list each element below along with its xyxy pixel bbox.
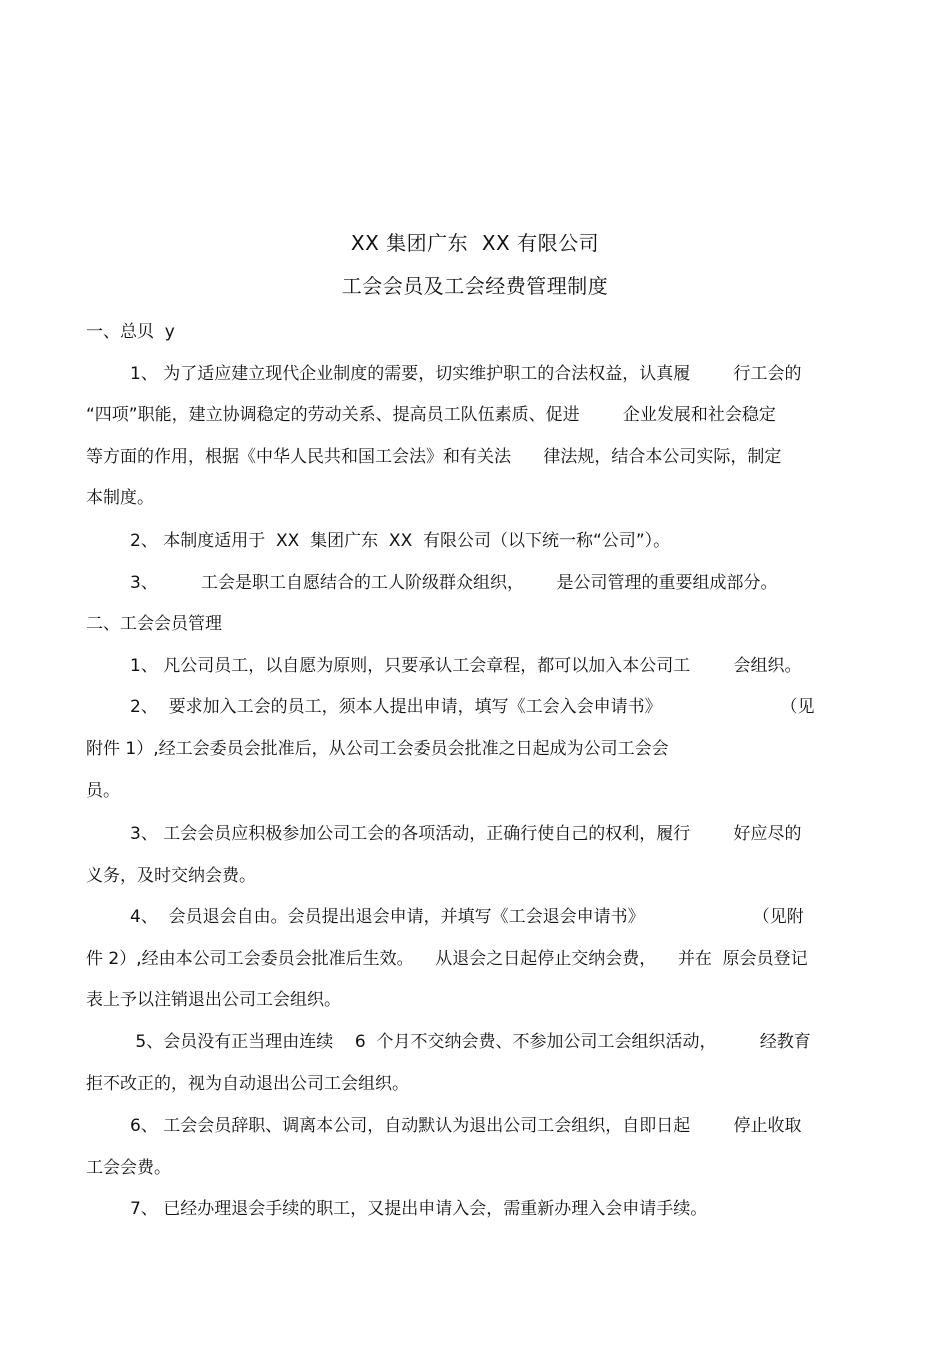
paragraph-line: 拒不改正的，视为自动退出公司工会组织。 bbox=[86, 1074, 409, 1094]
paragraph-line: 3、 工会是职工自愿结合的工人阶级群众组织， 是公司管理的重要组成部分。 bbox=[130, 573, 778, 593]
paragraph-line: 4、 会员退会自由。会员提出退会申请，并填写《工会退会申请书》 （见附 bbox=[130, 907, 804, 927]
paragraph-line: 5、会员没有正当理由连续 6 个月不交纳会费、不参加公司工会组织活动， 经教育 bbox=[130, 1032, 811, 1052]
document-title-company: XX 集团广东 XX 有限公司 bbox=[350, 231, 600, 255]
paragraph-line: 3、 工会会员应积极参加公司工会的各项活动，正确行使自己的权利，履行 好应尽的 bbox=[130, 824, 802, 844]
section-heading-general: 一、总贝 y bbox=[86, 322, 175, 342]
paragraph-line: 义务，及时交纳会费。 bbox=[86, 866, 256, 886]
section-heading-membership: 二、工会会员管理 bbox=[86, 614, 222, 634]
paragraph-line: 工会会费。 bbox=[86, 1158, 171, 1178]
paragraph-line: 附件 1）,经工会委员会批准后，从公司工会委员会批准之日起成为公司工会会 bbox=[86, 739, 669, 759]
document-title-regulation: 工会会员及工会经费管理制度 bbox=[341, 274, 609, 298]
paragraph-line: 7、 已经办理退会手续的职工，又提出申请入会，需重新办理入会申请手续。 bbox=[130, 1199, 708, 1219]
paragraph-line: 员。 bbox=[86, 781, 120, 801]
paragraph-line: 1、 为了适应建立现代企业制度的需要，切实维护职工的合法权益，认真履 行工会的 bbox=[130, 364, 802, 384]
paragraph-line: 件 2）,经由本公司工会委员会批准后生效。 从退会之日起停止交纳会费， 并在 原会员登记 bbox=[86, 949, 808, 969]
paragraph-line: 表上予以注销退出公司工会组织。 bbox=[86, 990, 341, 1010]
paragraph-line: 1、 凡公司员工，以自愿为原则，只要承认工会章程，都可以加入本公司工 会组织。 bbox=[130, 656, 802, 676]
paragraph-line: 2、 本制度适用于 XX 集团广东 XX 有限公司（以下统一称“公司”）。 bbox=[130, 531, 671, 551]
paragraph-line: 2、 要求加入工会的员工，须本人提出申请，填写《工会入会申请书》 （见 bbox=[130, 697, 815, 717]
paragraph-line: 等方面的作用，根据《中华人民共和国工会法》和有关法 律法规，结合本公司实际，制定 bbox=[86, 447, 782, 467]
paragraph-line: 本制度。 bbox=[86, 488, 154, 508]
paragraph-line: “四项”职能，建立协调稳定的劳动关系、提高员工队伍素质、促进 企业发展和社会稳定 bbox=[86, 405, 776, 425]
paragraph-line: 6、 工会会员辞职、调离本公司，自动默认为退出公司工会组织，自即日起 停止收取 bbox=[130, 1116, 802, 1136]
